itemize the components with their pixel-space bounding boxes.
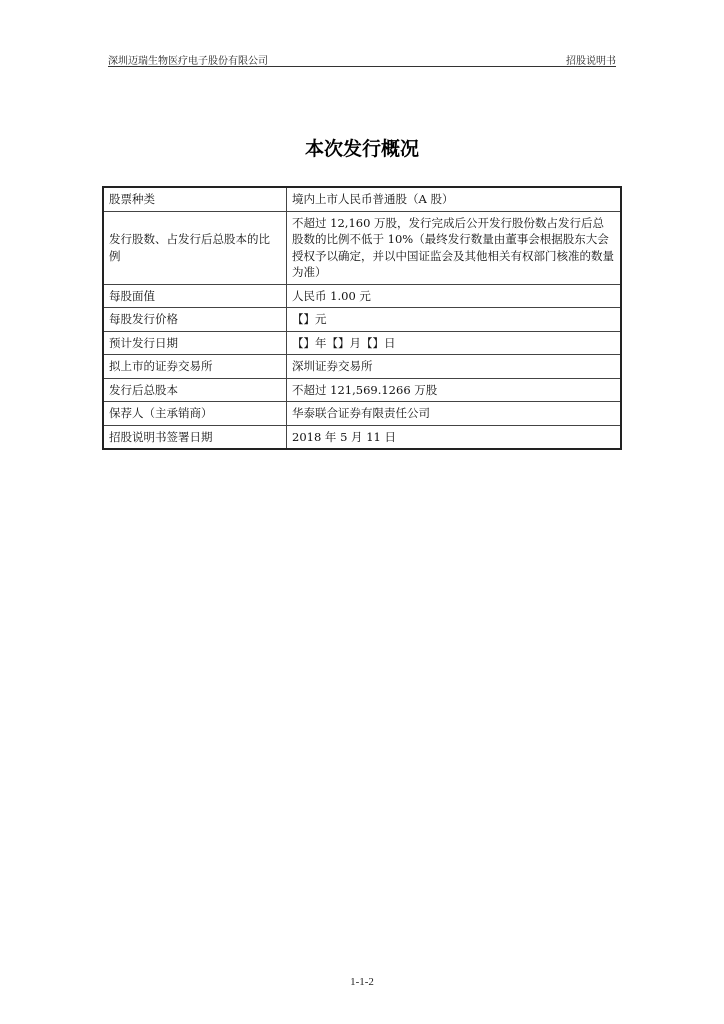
table-row xyxy=(103,355,621,379)
header-document-type: 招股说明书 xyxy=(566,56,616,67)
row-label: 每股发行价格 xyxy=(103,308,287,332)
header-company-name: 深圳迈瑞生物医疗电子股份有限公司 xyxy=(108,56,268,67)
table-row xyxy=(103,211,621,284)
page-title: 本次发行概况 xyxy=(304,138,419,160)
row-value: 不超过 121,569.1266 万股 xyxy=(287,378,622,402)
row-label: 发行后总股本 xyxy=(103,378,287,402)
page-header xyxy=(108,50,616,66)
row-label: 预计发行日期 xyxy=(103,331,287,355)
table-row xyxy=(103,402,621,426)
table-row xyxy=(103,187,621,211)
row-value: 【】元 xyxy=(287,308,622,332)
row-value: 不超过 12,160 万股，发行完成后公开发行股份数占发行后总股数的比例不低于 10%（最终发行数量由董事会根据股东大会授权予以确定，并以中国证监会及其他相关有权部门核准的数量为准） xyxy=(287,211,622,284)
row-label: 发行股数、占发行后总股本的比例 xyxy=(103,211,287,284)
row-value: 深圳证券交易所 xyxy=(287,355,622,379)
row-value: 【】年【】月【】日 xyxy=(287,331,622,355)
row-label: 保荐人（主承销商） xyxy=(103,402,287,426)
offering-summary-table xyxy=(102,186,622,450)
table-row xyxy=(103,331,621,355)
table-row xyxy=(103,378,621,402)
row-value: 境内上市人民币普通股（A 股） xyxy=(287,187,622,211)
table-row xyxy=(103,308,621,332)
row-label: 股票种类 xyxy=(103,187,287,211)
table-row xyxy=(103,425,621,449)
row-value: 人民币 1.00 元 xyxy=(287,284,622,308)
row-value: 2018 年 5 月 11 日 xyxy=(287,425,622,449)
row-label: 拟上市的证券交易所 xyxy=(103,355,287,379)
header-divider xyxy=(108,66,616,67)
row-label: 招股说明书签署日期 xyxy=(103,425,287,449)
table-row xyxy=(103,284,621,308)
row-label: 每股面值 xyxy=(103,284,287,308)
page-number: 1-1-2 xyxy=(350,976,374,988)
row-value: 华泰联合证券有限责任公司 xyxy=(287,402,622,426)
